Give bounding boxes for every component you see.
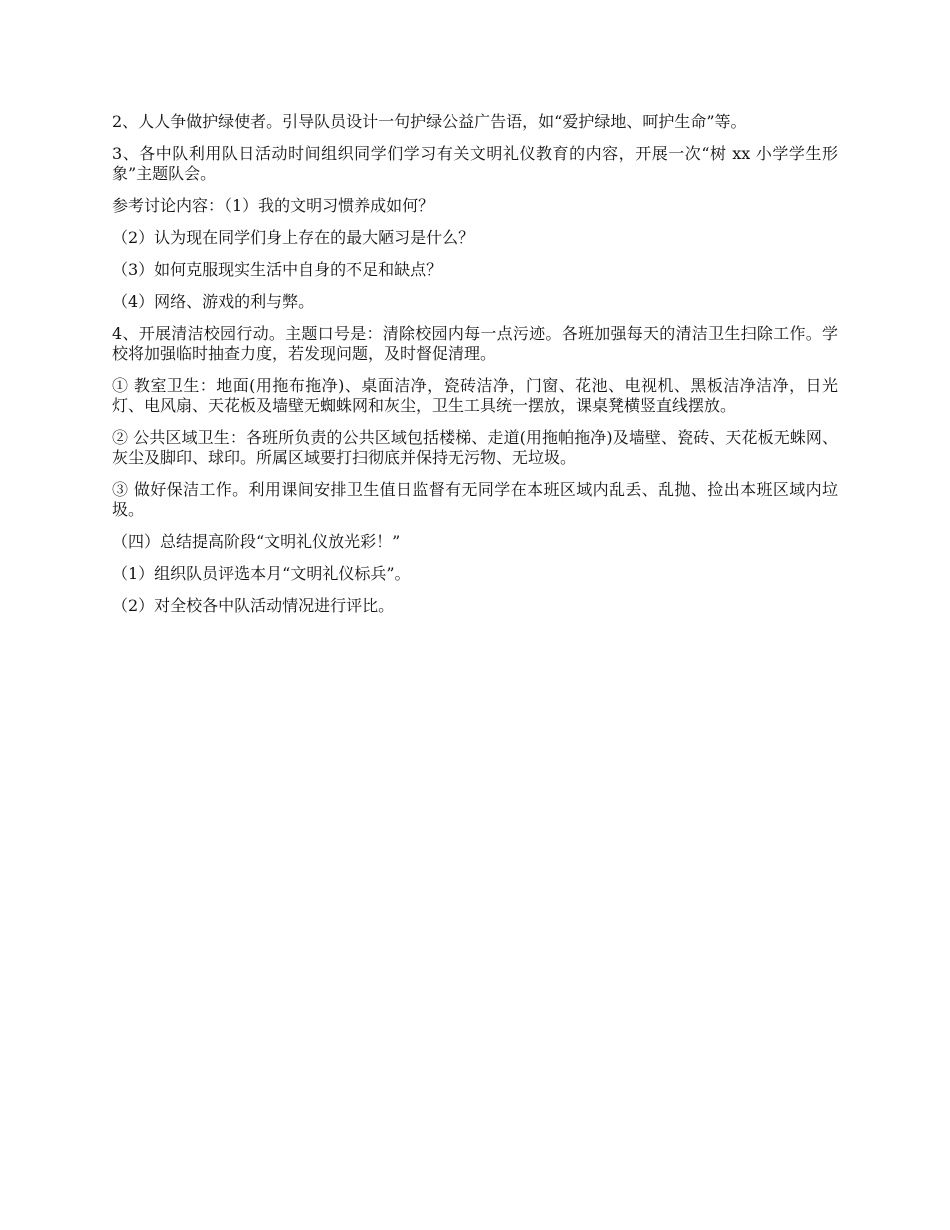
paragraph-cleaning-upkeep: ③ 做好保洁工作。利用课间安排卫生值日监督有无同学在本班区域内乱丢、乱抛、捡出本班区域内垃圾。 [112, 480, 838, 519]
paragraph-discussion-2: （2）认为现在同学们身上存在的最大陋习是什么？ [112, 228, 475, 247]
paragraph-classroom-hygiene: ① 教室卫生：地面(用拖布拖净)、桌面洁净，瓷砖洁净，门窗、花池、电视机、黑板洁净洁净，日光灯、电风扇、天花板及墙壁无蜘蛛网和灰尘，卫生工具统一摆放，课桌凳横竖直线摆放。 [112, 376, 838, 415]
paragraph-item-4: 4、开展清洁校园行动。主题口号是：清除校园内每一点污迹。各班加强每天的清洁卫生扫除工作。学校将加强临时抽查力度，若发现问题，及时督促清理。 [112, 324, 838, 363]
paragraph-summary-stage: （四）总结提高阶段“文明礼仪放光彩！” [112, 532, 401, 551]
paragraph-summary-2: （2）对全校各中队活动情况进行评比。 [112, 596, 395, 615]
paragraph-item-3: 3、各中队利用队日活动时间组织同学们学习有关文明礼仪教育的内容，开展一次“树 xx 小学学生形象”主题队会。 [112, 144, 838, 183]
paragraph-public-area-hygiene: ② 公共区域卫生：各班所负责的公共区域包括楼梯、走道(用拖帕拖净)及墙壁、瓷砖、天花板无蛛网、灰尘及脚印、球印。所属区域要打扫彻底并保持无污物、无垃圾。 [112, 428, 838, 467]
paragraph-discussion-4: （4）网络、游戏的利与弊。 [112, 292, 315, 311]
paragraph-discussion-intro: 参考讨论内容：（1）我的文明习惯养成如何？ [112, 196, 435, 215]
paragraph-summary-1: （1）组织队员评选本月“文明礼仪标兵”。 [112, 564, 411, 583]
paragraph-item-2: 2、人人争做护绿使者。引导队员设计一句护绿公益广告语，如“爱护绿地、呵护生命”等。 [112, 112, 747, 131]
document-body [112, 112, 838, 628]
paragraph-discussion-3: （3）如何克服现实生活中自身的不足和缺点？ [112, 260, 443, 279]
